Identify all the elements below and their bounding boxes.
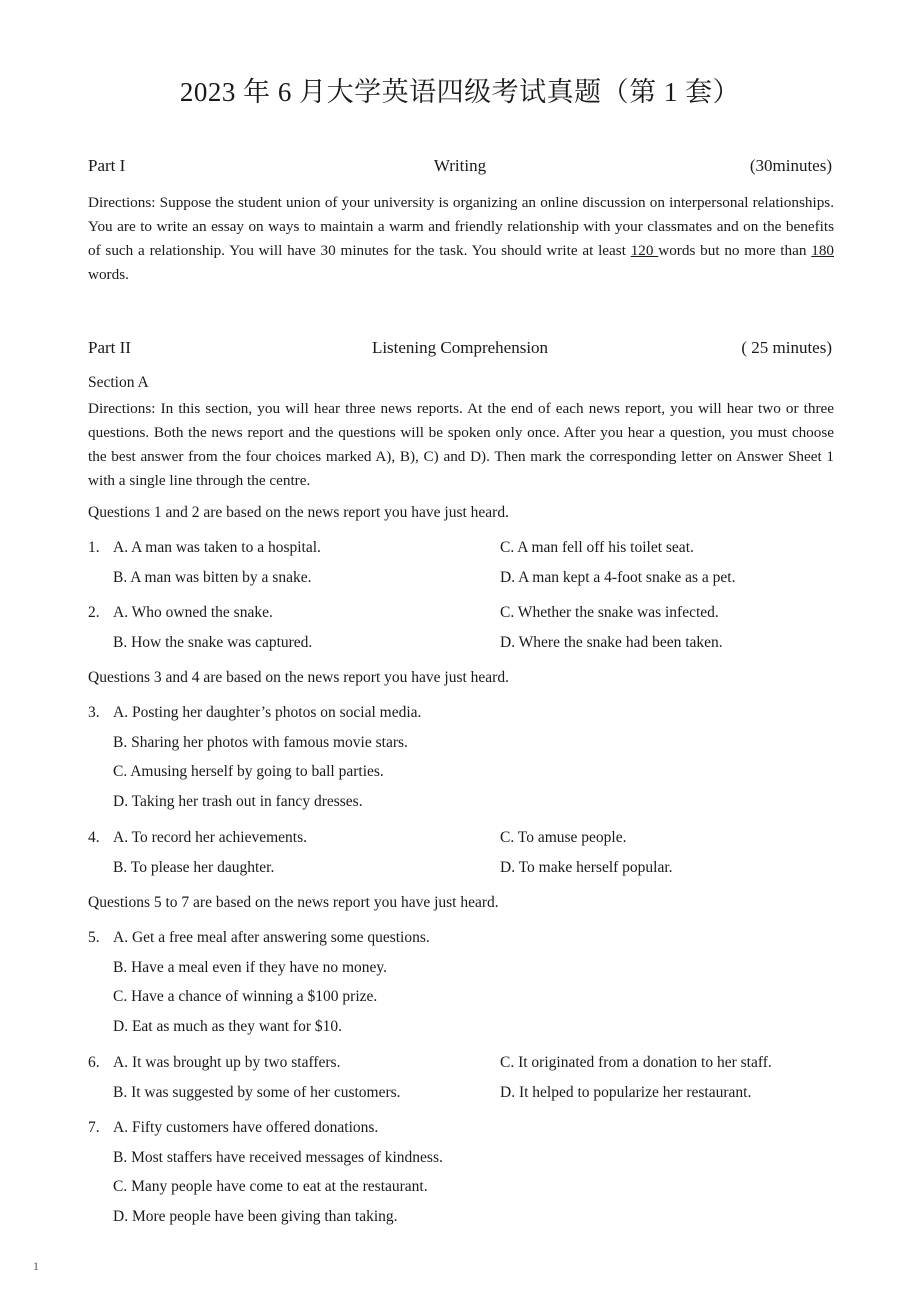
option-a: A. Posting her daughter’s photos on social media. xyxy=(113,704,422,721)
group-intro: Questions 3 and 4 are based on the news report you have just heard. xyxy=(88,669,509,686)
question-number: 2. xyxy=(88,604,100,621)
part2-label: Part II xyxy=(88,338,131,357)
option-d: D. Where the snake had been taken. xyxy=(500,634,723,651)
option-a: A. Fifty customers have offered donations. xyxy=(113,1119,379,1136)
part2-directions: Directions: In this section, you will hear three news reports. At the end of each news report, you will hear two or three questions. Both the news report and the questions will be spoken only once. After you hear a question, you must choose the best answer from the four choices marked A), B), C) and D). Then mark the corresponding letter on Answer Sheet 1 with a single line through the centre. xyxy=(88,400,834,489)
option-d: D. A man kept a 4-foot snake as a pet. xyxy=(500,569,736,586)
max-words: 180 xyxy=(811,242,834,259)
option-b: B. Have a meal even if they have no money. xyxy=(113,959,388,976)
option-d: D. It helped to popularize her restaurant. xyxy=(500,1084,752,1101)
section-a-label: Section A xyxy=(88,374,149,391)
directions-text: words. xyxy=(88,266,129,283)
option-a: A. Get a free meal after answering some questions. xyxy=(113,929,430,946)
part1-header xyxy=(88,156,832,180)
option-a: A. It was brought up by two staffers. xyxy=(113,1054,341,1071)
option-b: B. Sharing her photos with famous movie stars. xyxy=(113,734,408,751)
question-number: 1. xyxy=(88,539,100,556)
option-c: C. Amusing herself by going to ball parties. xyxy=(113,763,384,780)
question-number: 7. xyxy=(88,1119,100,1136)
option-c: C. It originated from a donation to her staff. xyxy=(500,1054,772,1071)
option-d: D. Taking her trash out in fancy dresses. xyxy=(113,793,363,810)
option-a: A. A man was taken to a hospital. xyxy=(113,539,321,556)
option-b: B. It was suggested by some of her customers. xyxy=(113,1084,401,1101)
part2-name: Listening Comprehension xyxy=(371,338,549,357)
question-number: 6. xyxy=(88,1054,100,1071)
question-number: 4. xyxy=(88,829,100,846)
min-words: 120 xyxy=(630,242,659,259)
option-c: C. Many people have come to eat at the restaurant. xyxy=(113,1178,428,1195)
group-intro: Questions 5 to 7 are based on the news report you have just heard. xyxy=(88,894,499,911)
part1-name: Writing xyxy=(433,156,487,175)
part1-directions xyxy=(88,191,834,287)
option-a: A. To record her achievements. xyxy=(113,829,308,846)
option-c: C. Whether the snake was infected. xyxy=(500,604,719,621)
group-intro: Questions 1 and 2 are based on the news report you have just heard. xyxy=(88,504,509,521)
option-c: C. Have a chance of winning a $100 prize. xyxy=(113,988,378,1005)
directions-text: words but no more than xyxy=(658,242,812,259)
option-b: B. A man was bitten by a snake. xyxy=(113,569,312,586)
option-c: C. To amuse people. xyxy=(500,829,627,846)
option-b: B. How the snake was captured. xyxy=(113,634,313,651)
question-number: 3. xyxy=(88,704,100,721)
part2-header xyxy=(88,338,832,362)
option-d: D. To make herself popular. xyxy=(500,859,673,876)
question-number: 5. xyxy=(88,929,100,946)
option-b: B. Most staffers have received messages of kindness. xyxy=(113,1149,443,1166)
option-d: D. More people have been giving than taking. xyxy=(113,1208,398,1225)
document-title: 2023 年 6 月大学英语四级考试真题（第 1 套） xyxy=(179,77,741,107)
part1-time: (30minutes) xyxy=(749,156,832,175)
part1-label: Part I xyxy=(88,156,126,175)
option-a: A. Who owned the snake. xyxy=(113,604,273,621)
page-number: 1 xyxy=(33,1259,39,1273)
option-c: C. A man fell off his toilet seat. xyxy=(500,539,694,556)
part2-time: ( 25 minutes) xyxy=(741,338,832,357)
option-d: D. Eat as much as they want for $10. xyxy=(113,1018,342,1035)
directions-text: Directions: Suppose the student union of your university is organizing an online discussion on interpersonal relationships. You are to write an essay on ways to maintain a warm and friendly relationship with your classmates and on the benefits of such a relationship. You will have 30 minutes for the task. You should write at least xyxy=(88,194,834,259)
option-b: B. To please her daughter. xyxy=(113,859,275,876)
